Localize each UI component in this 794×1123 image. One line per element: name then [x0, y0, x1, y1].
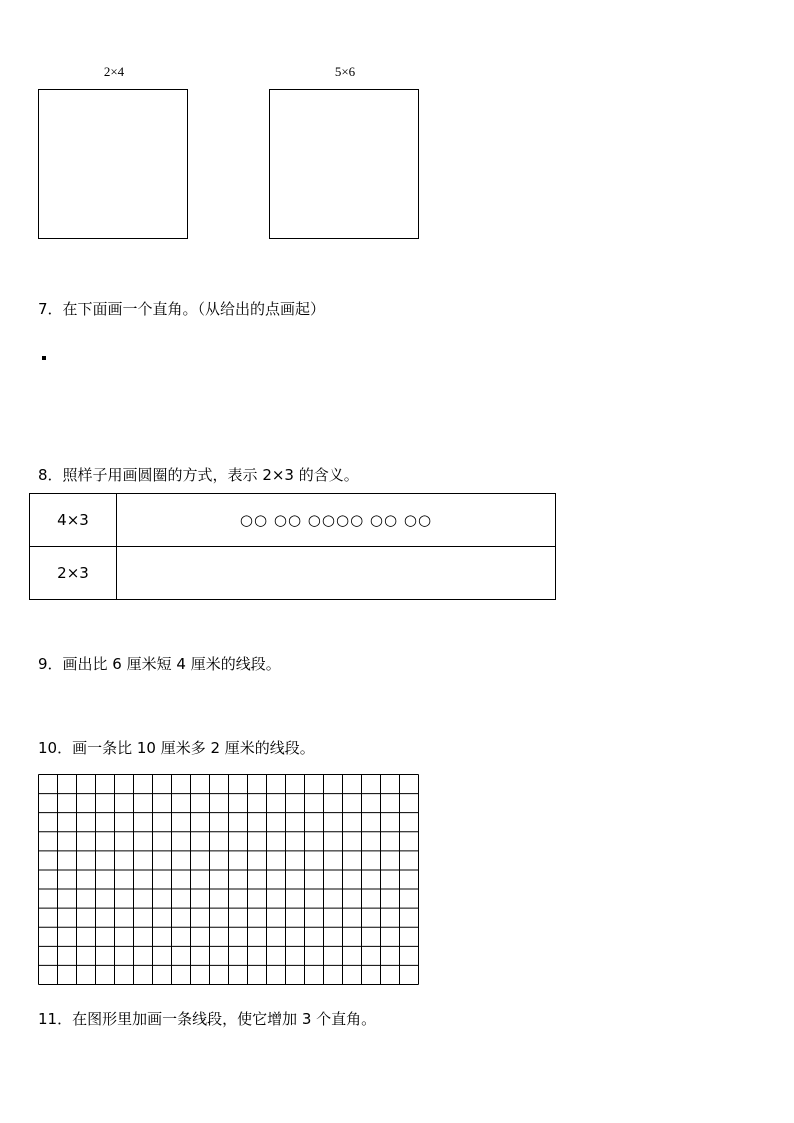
circles-cell: ○○ ○○ ○○○○ ○○ ○○ — [117, 494, 556, 547]
table-row — [30, 494, 556, 547]
start-point-dot — [42, 356, 46, 360]
example-table — [29, 493, 556, 600]
box-label-left: 2×4 — [103, 64, 125, 79]
table-row — [30, 547, 556, 600]
question-9-text: 9．画出比 6 厘米短 4 厘米的线段。 — [38, 655, 281, 673]
drawing-box-left[interactable] — [38, 89, 188, 239]
expression-cell: 4×3 — [30, 494, 117, 547]
box-label-right: 5×6 — [334, 64, 356, 79]
question-10-text: 10．画一条比 10 厘米多 2 厘米的线段。 — [38, 739, 315, 757]
square-grid[interactable] — [38, 774, 419, 985]
question-8-text: 8．照样子用画圆圈的方式，表示 2×3 的含义。 — [38, 466, 359, 484]
question-7-text: 7．在下面画一个直角。（从给出的点画起） — [38, 300, 326, 318]
answer-cell[interactable] — [117, 547, 556, 600]
expression-cell: 2×3 — [30, 547, 117, 600]
question-11-text: 11．在图形里加画一条线段，使它增加 3 个直角。 — [38, 1010, 377, 1028]
drawing-box-right[interactable] — [269, 89, 419, 239]
